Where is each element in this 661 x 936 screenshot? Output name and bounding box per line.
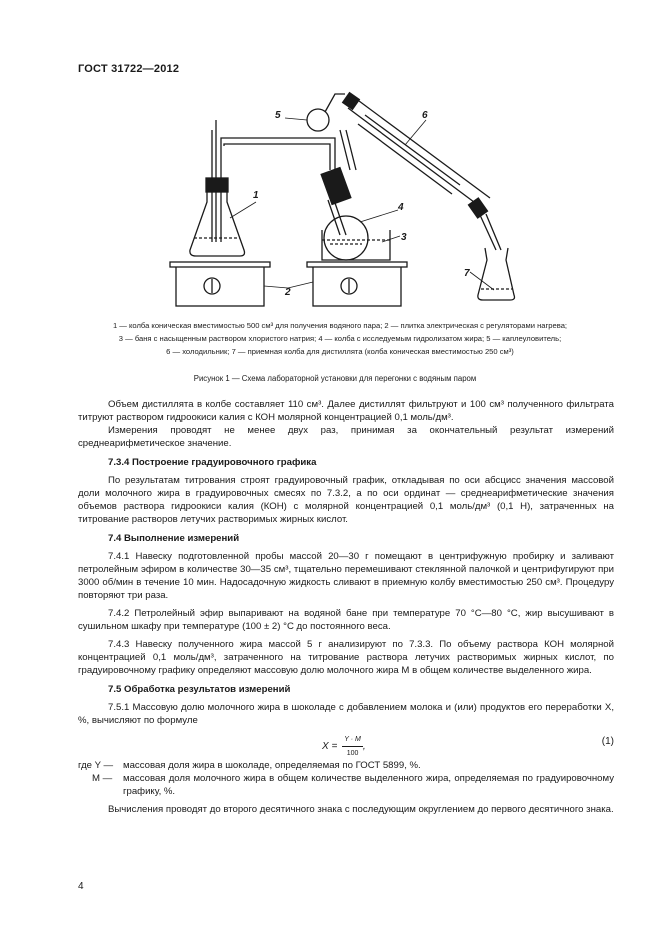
paragraph-rounding: Вычисления проводят до второго десятичного знака с последующим округлением до первого десятичного знака. bbox=[108, 804, 614, 815]
legend-line-2: 3 — баня с насыщенным раствором хлористого натрия; 4 — колба с исследуемым гидролизатом жира; 5 — каплеуловитель; bbox=[118, 334, 562, 343]
paragraph-calibration-graph: По результатам титрования строят градуировочный график, откладывая по оси абсцисс значения массовой доли молочного жира в градуировочных смесях по 7.3.2, а по оси ординат — среднеарифметические значения объемов раствора гидроокиси калия (КОН) с молярной концентрацией 0,1 моль/дм³ (0,1 Н), затраченных на титрование растворов летучих растворимых жирных кислот. bbox=[78, 475, 614, 525]
label-6: 6 bbox=[422, 110, 428, 121]
label-1: 1 bbox=[253, 190, 259, 201]
where-y-text: массовая доля жира в шоколаде, определяемая по ГОСТ 5899, %. bbox=[123, 760, 421, 771]
figure-title: Рисунок 1 — Схема лабораторной установки для перегонки с водяным паром bbox=[193, 374, 477, 383]
paragraph-distillate-volume: Объем дистиллята в колбе составляет 110 см³. Далее дистиллят фильтруют и 100 см³ полученного фильтрата титруют раствором гидроокиси калия с КОН молярной концентрацией 0,1 моль/дм³. bbox=[78, 399, 614, 423]
paragraph-7-5-1: 7.5.1 Массовую долю молочного жира в шоколаде с добавлением молока и (или) продуктов его переработки X, %, вычисляют по формуле bbox=[78, 702, 614, 726]
formula-denominator: 100 bbox=[346, 750, 359, 757]
where-m-label: М — bbox=[92, 773, 113, 784]
legend-line-3: 6 — холодильник; 7 — приемная колба для дистиллята (колба коническая вместимостью 250 см³) bbox=[166, 347, 514, 356]
heading-7-5: 7.5 Обработка результатов измерений bbox=[108, 684, 291, 695]
formula-fraction bbox=[342, 733, 363, 760]
label-7: 7 bbox=[464, 268, 470, 279]
label-2: 2 bbox=[285, 287, 291, 298]
label-3: 3 bbox=[401, 232, 407, 243]
heading-7-4: 7.4 Выполнение измерений bbox=[108, 533, 240, 544]
where-m bbox=[78, 772, 614, 798]
label-4: 4 bbox=[398, 202, 404, 213]
where-m-text: массовая доля молочного жира в общем количестве выделенного жира, определяемая по градуировочному графику, %. bbox=[123, 773, 614, 797]
formula-numerator: Y · M bbox=[342, 733, 363, 747]
paragraph-measurement-repeat: Измерения проводят не менее двух раз, принимая за окончательный результат измерений среднеарифметическое значение. bbox=[78, 425, 614, 449]
distillation-apparatus-diagram bbox=[160, 90, 540, 315]
where-y bbox=[78, 759, 614, 772]
figure-legend bbox=[70, 319, 610, 358]
paragraph-7-4-3: 7.4.3 Навеску полученного жира массой 5 г анализируют по 7.3.3. По объему раствора КОН молярной концентрацией 0,1 моль/дм³, затраченного на титрование раствора летучих растворимых жирных кислот, по градуировочному графику определяют массовую долю молочного жира М в общем количестве выделенного жира. bbox=[78, 639, 614, 676]
where-y-label: где Y — bbox=[78, 760, 114, 771]
paragraph-7-4-1: 7.4.1 Навеску подготовленной пробы массой 20—30 г помещают в центрифужную пробирку и заливают петролейным эфиром в количестве 30—35 см³, тщательно перемешивают стеклянной палочкой и центрифугируют при 3000 об/мин в течение 10 мин. Надосадочную жидкость сливают в приемную колбу вместимостью 250 см³. Процедуру повторяют три раза. bbox=[78, 551, 614, 601]
formula-row bbox=[78, 729, 614, 759]
formula-number: (1) bbox=[601, 736, 614, 747]
heading-7-3-4: 7.3.4 Построение градуировочного графика bbox=[108, 457, 317, 468]
page-number: 4 bbox=[78, 881, 84, 892]
document-body bbox=[78, 398, 614, 816]
paragraph-7-4-2: 7.4.2 Петролейный эфир выпаривают на водяной бане при температуре 70 °С—80 °С, жир высушивают в сушильном шкафу при температуре (100 ± 2) °С до постоянного веса. bbox=[78, 608, 614, 632]
formula: X = $\frac{Y \cdot M}{100}$ , bbox=[322, 733, 366, 760]
legend-line-1: 1 — колба коническая вместимостью 500 см³ для получения водяного пара; 2 — плитка электрическая с регуляторами нагрева; bbox=[112, 321, 568, 330]
formula-lhs: X = bbox=[322, 741, 338, 752]
document-header: ГОСТ 31722—2012 bbox=[78, 63, 180, 75]
label-5: 5 bbox=[275, 110, 281, 121]
